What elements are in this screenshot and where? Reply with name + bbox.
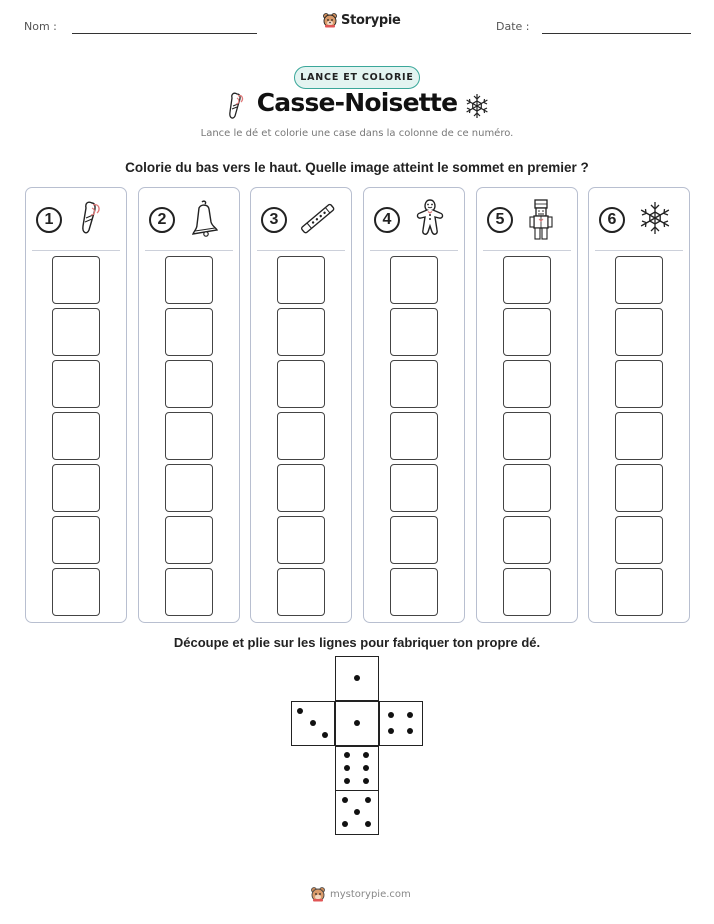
- color-box[interactable]: [390, 360, 438, 408]
- gingerbread-man-icon: [412, 198, 448, 240]
- bear-icon: [310, 886, 326, 902]
- snowflake-icon: [637, 198, 673, 238]
- color-box[interactable]: [277, 516, 325, 564]
- column-divider: [483, 250, 571, 251]
- column-header: [251, 188, 351, 250]
- die-pip: [363, 765, 369, 771]
- color-box[interactable]: [615, 256, 663, 304]
- column-number: 3: [261, 207, 287, 233]
- color-box[interactable]: [277, 412, 325, 460]
- ballet-shoe-icon: [74, 198, 108, 238]
- color-box[interactable]: [390, 568, 438, 616]
- column-header: [477, 188, 577, 250]
- column-5: [476, 187, 578, 623]
- die-pip: [354, 720, 360, 726]
- color-box[interactable]: [52, 412, 100, 460]
- die-pip: [344, 752, 350, 758]
- color-box[interactable]: [390, 464, 438, 512]
- die-pip: [388, 728, 394, 734]
- footer: [310, 886, 411, 902]
- color-box[interactable]: [615, 464, 663, 512]
- die-face-lower: [335, 746, 379, 791]
- color-box[interactable]: [277, 464, 325, 512]
- color-box[interactable]: [277, 308, 325, 356]
- die-pip: [344, 765, 350, 771]
- date-line: [542, 33, 691, 34]
- column-header: [364, 188, 464, 250]
- color-box[interactable]: [390, 516, 438, 564]
- column-header: [589, 188, 689, 250]
- color-box[interactable]: [503, 360, 551, 408]
- color-box[interactable]: [503, 568, 551, 616]
- column-6: [588, 187, 690, 623]
- die-pip: [354, 675, 360, 681]
- column-number: 5: [487, 207, 513, 233]
- column-header: [26, 188, 126, 250]
- die-pip: [354, 809, 360, 815]
- column-3: [250, 187, 352, 623]
- color-box[interactable]: [615, 360, 663, 408]
- instruction-heading: Colorie du bas vers le haut. Quelle image atteint le sommet en premier ?: [125, 160, 589, 175]
- die-instruction: Découpe et plie sur les lignes pour fabriquer ton propre dé.: [173, 635, 541, 650]
- die-pip: [342, 821, 348, 827]
- die-pip: [297, 708, 303, 714]
- bell-icon: [187, 198, 221, 238]
- color-box[interactable]: [165, 464, 213, 512]
- column-number: 4: [374, 207, 400, 233]
- color-box[interactable]: [165, 412, 213, 460]
- color-box[interactable]: [52, 360, 100, 408]
- color-box[interactable]: [615, 568, 663, 616]
- die-pip: [363, 778, 369, 784]
- die-face-left: [291, 701, 335, 746]
- color-box[interactable]: [52, 516, 100, 564]
- column-divider: [370, 250, 458, 251]
- color-box[interactable]: [52, 308, 100, 356]
- color-box[interactable]: [52, 464, 100, 512]
- column-number: 1: [36, 207, 62, 233]
- color-box[interactable]: [503, 412, 551, 460]
- die-face-center: [335, 701, 379, 746]
- die-pip: [342, 797, 348, 803]
- color-box[interactable]: [503, 256, 551, 304]
- column-2: [138, 187, 240, 623]
- activity-badge: LANCE ET COLORIE: [294, 66, 420, 89]
- snowflake-icon: [463, 92, 491, 120]
- column-header: [139, 188, 239, 250]
- color-box[interactable]: [503, 464, 551, 512]
- die-pip: [363, 752, 369, 758]
- die-pip: [388, 712, 394, 718]
- color-box[interactable]: [390, 256, 438, 304]
- color-box[interactable]: [165, 516, 213, 564]
- die-pip: [322, 732, 328, 738]
- color-box[interactable]: [615, 516, 663, 564]
- column-1: [25, 187, 127, 623]
- color-box[interactable]: [165, 360, 213, 408]
- color-box[interactable]: [615, 308, 663, 356]
- date-label: Date :: [496, 20, 530, 33]
- color-box[interactable]: [390, 308, 438, 356]
- subtitle: Lance le dé et colorie une case dans la colonne de ce numéro.: [200, 128, 514, 139]
- die-face-top: [335, 656, 379, 701]
- die-pip: [365, 821, 371, 827]
- name-label: Nom :: [24, 20, 57, 33]
- brand-name: Storypie: [341, 12, 401, 28]
- nutcracker-icon: [525, 198, 557, 242]
- name-line: [72, 33, 257, 34]
- color-box[interactable]: [503, 516, 551, 564]
- color-box[interactable]: [277, 360, 325, 408]
- die-face-right: [379, 701, 423, 746]
- color-box[interactable]: [165, 308, 213, 356]
- die-face-bottom: [335, 790, 379, 835]
- die-pip: [310, 720, 316, 726]
- column-divider: [145, 250, 233, 251]
- brand-logo: [322, 12, 401, 28]
- color-box[interactable]: [52, 256, 100, 304]
- color-box[interactable]: [277, 568, 325, 616]
- page-title: Casse-Noisette: [256, 88, 458, 117]
- column-divider: [595, 250, 683, 251]
- color-box[interactable]: [165, 568, 213, 616]
- die-pip: [365, 797, 371, 803]
- column-number: 6: [599, 207, 625, 233]
- column-4: [363, 187, 465, 623]
- color-box[interactable]: [503, 308, 551, 356]
- die-pip: [407, 712, 413, 718]
- color-box[interactable]: [165, 256, 213, 304]
- flute-icon: [299, 198, 337, 240]
- footer-url: mystorypie.com: [330, 888, 411, 900]
- color-box[interactable]: [390, 412, 438, 460]
- column-divider: [257, 250, 345, 251]
- column-divider: [32, 250, 120, 251]
- column-number: 2: [149, 207, 175, 233]
- bear-icon: [322, 12, 338, 28]
- die-pip: [344, 778, 350, 784]
- color-box[interactable]: [615, 412, 663, 460]
- color-box[interactable]: [52, 568, 100, 616]
- color-box[interactable]: [277, 256, 325, 304]
- die-pip: [407, 728, 413, 734]
